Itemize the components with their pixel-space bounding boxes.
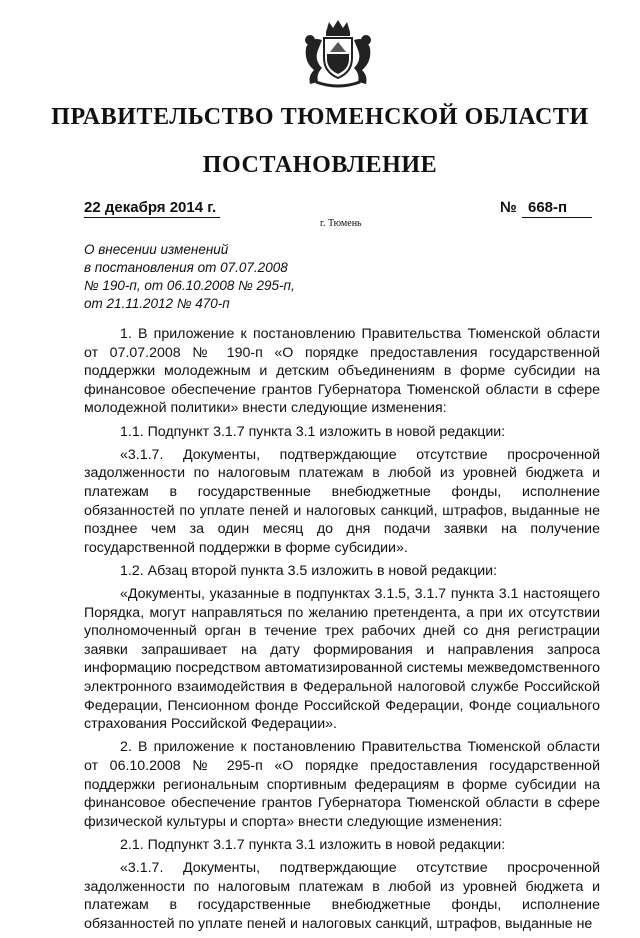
document-type-title: ПОСТАНОВЛЕНИЕ [202,152,438,178]
body-paragraph: 1.2. Абзац второй пункта 3.5 изложить в новой редакции: [120,562,498,579]
body-paragraph: 1.1. Подпункт 3.1.7 пункта 3.1 изложить в новой редакции: [120,423,506,440]
subject-line: О внесении изменений [84,242,229,257]
body-paragraph: «3.1.7. Документы, подтверждающие отсутствие просроченной задолженности по налоговым платежам в любой из уровней бюджета и платежам в государственные внебюджетные фонды, исполнение обязанностей по уплате пеней и налоговых санкций, штрафов, выданные не [84,860,600,932]
document-number: 668-п [522,199,592,218]
subject-line: от 21.11.2012 № 470-п [84,296,230,311]
document-city: г. Тюмень [320,218,362,229]
document-date: 22 декабря 2014 г. [84,199,220,218]
body-paragraph: 1. В приложение к постановлению Правительства Тюменской области от 07.07.2008 № 190-п «О порядке предоставления государственной поддержки молодежным и детским объединениям в форме субсидии на финансовое обеспечение грантов Губернатора Тюменской области в сфере молодежной политики» внести следующие изменения: [84,326,600,417]
subject-line: № 190-п, от 06.10.2008 № 295-п, [84,278,295,293]
body-paragraph: «3.1.7. Документы, подтверждающие отсутствие просроченной задолженности по налоговым платежам в любой из уровней бюджета и платежам в государственные внебюджетные фонды, исполнение обязанностей по уплате пеней и налоговых санкций, штрафов, выданные не позднее чем за один месяц до дня подачи заявки на получение государственной поддержки в форме субсидии». [84,446,600,556]
body-paragraph: 2. В приложение к постановлению Правительства Тюменской области от 06.10.2008 № 295-п «О порядке предоставления государственной поддержки региональным спортивным федерациям в форме субсидии на финансовое обеспечение грантов Губернатора Тюменской области в сфере физической культуры и спорта» внести следующие изменения: [84,739,600,830]
body-paragraph: 2.1. Подпункт 3.1.7 пункта 3.1 изложить в новой редакции: [120,837,506,853]
coat-of-arms-emblem [296,18,380,90]
document-number-label: № [500,199,517,216]
document-subject [84,241,384,313]
government-title: ПРАВИТЕЛЬСТВО ТЮМЕНСКОЙ ОБЛАСТИ [51,104,589,130]
subject-line: в постановления от 07.07.2008 [84,260,288,275]
body-paragraph: «Документы, указанные в подпунктах 3.1.5, 3.1.7 пункта 3.1 настоящего Порядка, могут направляться по желанию претендента, а при их отсутствии уполномоченный орган в течение трех рабочих дней со дня регистрации заявки запрашивает на дату формирования и направления запроса информацию посредством автоматизированной системы межведомственного электронного взаимодействия в Федеральной налоговой службе Российской Федерации, Пенсионном фонде Российской Федерации, Фонде социального страхования Российской Федерации». [84,586,600,733]
document-body [84,325,600,938]
